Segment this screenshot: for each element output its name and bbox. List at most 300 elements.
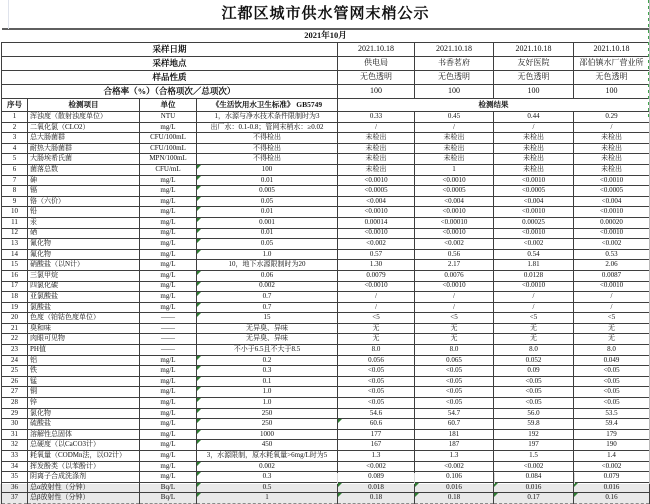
row-result: 0.54: [494, 249, 574, 260]
row-result: <0.0005: [338, 186, 415, 197]
row-item: 氯化物: [28, 408, 140, 419]
row-standard: 0.3: [197, 472, 338, 483]
row-no: 12: [2, 228, 28, 239]
row-result: 未检出: [338, 164, 415, 175]
row-unit: ——: [140, 334, 197, 345]
row-result: <5: [415, 313, 494, 324]
row-result: <0.05: [338, 387, 415, 398]
row-result: <0.05: [494, 387, 574, 398]
row-unit: mg/L: [140, 175, 197, 186]
row-no: 8: [2, 186, 28, 197]
row-result: 0.016: [574, 482, 650, 493]
row-no: 30: [2, 419, 28, 430]
row-result: 未检出: [415, 143, 494, 154]
row-no: 17: [2, 281, 28, 292]
table-row: [2, 461, 650, 472]
row-standard: 不得检出: [197, 133, 338, 144]
row-no: 29: [2, 408, 28, 419]
info-row: [2, 71, 650, 85]
row-result: 1.3: [415, 451, 494, 462]
table-row: [2, 376, 650, 387]
row-no: 16: [2, 270, 28, 281]
column-header-row: [2, 99, 650, 112]
row-unit: mg/L: [140, 461, 197, 472]
row-result: <0.0010: [574, 207, 650, 218]
col-header-unit: 单位: [140, 99, 197, 112]
row-result: <0.0010: [574, 228, 650, 239]
row-standard: 0.05: [197, 239, 338, 250]
row-no: 34: [2, 461, 28, 472]
row-result: /: [415, 292, 494, 303]
row-unit: mg/L: [140, 472, 197, 483]
row-result: /: [415, 302, 494, 313]
row-standard: 0.05: [197, 196, 338, 207]
row-unit: ——: [140, 323, 197, 334]
row-unit: CFU/100mL: [140, 143, 197, 154]
row-unit: CFU/100mL: [140, 133, 197, 144]
row-no: 3: [2, 133, 28, 144]
row-item: 砷: [28, 175, 140, 186]
col-header-no: 序号: [2, 99, 28, 112]
row-result: 59.4: [574, 419, 650, 430]
row-result: 0.106: [415, 472, 494, 483]
table-row: [2, 112, 650, 123]
table-row: [2, 334, 650, 345]
row-result: 无: [574, 334, 650, 345]
row-result: 0.45: [415, 112, 494, 123]
row-result: 8.0: [574, 345, 650, 356]
row-unit: mg/L: [140, 366, 197, 377]
row-standard: 10，地下水源限制时为20: [197, 260, 338, 271]
row-standard: 0.1: [197, 376, 338, 387]
row-standard: 0.001: [197, 217, 338, 228]
row-unit: mg/L: [140, 228, 197, 239]
gridline-below-1: [337, 473, 338, 484]
row-result: 未检出: [494, 133, 574, 144]
row-unit: Bq/L: [140, 482, 197, 493]
row-no: 2: [2, 122, 28, 133]
row-item: 铅: [28, 207, 140, 218]
row-item: 氯酸盐: [28, 302, 140, 313]
info-label: 采样地点: [2, 57, 338, 71]
table-row: [2, 164, 650, 175]
row-unit: mg/L: [140, 122, 197, 133]
row-result: 181: [415, 429, 494, 440]
row-item: 总β放射性（分钟）: [28, 493, 140, 504]
row-item: 镉: [28, 186, 140, 197]
row-result: 179: [574, 429, 650, 440]
row-result: 0.29: [574, 112, 650, 123]
row-unit: mg/L: [140, 186, 197, 197]
report-month: 2021年10月: [2, 29, 650, 43]
row-result: <5: [574, 313, 650, 324]
table-row: [2, 345, 650, 356]
page-break-line: [648, 0, 649, 120]
info-value: 100: [494, 85, 574, 99]
row-item: 溶解性总固体: [28, 429, 140, 440]
row-result: <5: [338, 313, 415, 324]
row-unit: mg/L: [140, 419, 197, 430]
gridline-below-4: [574, 473, 575, 484]
row-result: 54.6: [338, 408, 415, 419]
table-row: [2, 186, 650, 197]
row-unit: mg/L: [140, 376, 197, 387]
table-row: [2, 482, 650, 493]
row-result: <0.05: [338, 376, 415, 387]
row-no: 21: [2, 323, 28, 334]
row-result: 167: [338, 440, 415, 451]
row-unit: mg/L: [140, 408, 197, 419]
row-result: <0.004: [338, 196, 415, 207]
row-standard: 250: [197, 419, 338, 430]
row-item: 肉眼可见物: [28, 334, 140, 345]
info-value: 无色透明: [574, 71, 650, 85]
row-result: /: [338, 292, 415, 303]
info-value: 2021.10.18: [574, 43, 650, 57]
row-standard: 0.005: [197, 186, 338, 197]
table-row: [2, 239, 650, 250]
row-unit: ——: [140, 345, 197, 356]
row-result: 0.00020: [574, 217, 650, 228]
row-result: <0.05: [415, 398, 494, 409]
info-value: 100: [415, 85, 494, 99]
row-no: 37: [2, 493, 28, 504]
info-label: 样品性质: [2, 71, 338, 85]
row-result: 0.089: [338, 472, 415, 483]
row-item: 四氯化碳: [28, 281, 140, 292]
row-result: <0.05: [574, 398, 650, 409]
row-result: <0.0010: [494, 228, 574, 239]
row-unit: NTU: [140, 112, 197, 123]
gridline-below-2: [414, 473, 415, 484]
table-row: [2, 217, 650, 228]
row-result: 8.0: [494, 345, 574, 356]
row-result: <0.002: [338, 461, 415, 472]
row-result: 0.0128: [494, 270, 574, 281]
info-value: 2021.10.18: [415, 43, 494, 57]
row-standard: 1.0: [197, 249, 338, 260]
table-row: [2, 175, 650, 186]
row-item: PH值: [28, 345, 140, 356]
title-row: [2, 0, 650, 29]
row-result: <0.0010: [415, 207, 494, 218]
row-standard: 250: [197, 408, 338, 419]
table-row: [2, 228, 650, 239]
row-result: <0.002: [415, 461, 494, 472]
table-row: [2, 249, 650, 260]
row-result: 0.00025: [494, 217, 574, 228]
table-row: [2, 143, 650, 154]
row-result: <0.0010: [494, 207, 574, 218]
row-standard: 出厂水：0.1-0.8；管网末梢水：≥0.02: [197, 122, 338, 133]
row-item: 汞: [28, 217, 140, 228]
table-row: [2, 122, 650, 133]
row-no: 31: [2, 429, 28, 440]
row-unit: mg/L: [140, 440, 197, 451]
row-result: 未检出: [574, 143, 650, 154]
row-result: <0.002: [494, 239, 574, 250]
row-result: 0.018: [338, 482, 415, 493]
row-no: 25: [2, 366, 28, 377]
row-result: 未检出: [494, 143, 574, 154]
info-value: 友好医院: [494, 57, 574, 71]
row-item: 二氧化氯（CLO2）: [28, 122, 140, 133]
row-standard: 不得检出: [197, 154, 338, 165]
row-result: 无: [494, 334, 574, 345]
row-no: 23: [2, 345, 28, 356]
row-result: 0.18: [415, 493, 494, 504]
row-result: 未检出: [415, 133, 494, 144]
row-no: 5: [2, 154, 28, 165]
info-value: 无色透明: [415, 71, 494, 85]
subtitle-row: [2, 29, 650, 43]
row-standard: 0.7: [197, 292, 338, 303]
table-row: [2, 387, 650, 398]
row-result: <0.0010: [338, 281, 415, 292]
table-row: [2, 313, 650, 324]
row-standard: 0.002: [197, 281, 338, 292]
row-no: 9: [2, 196, 28, 207]
row-result: 未检出: [574, 154, 650, 165]
row-standard: 1，水源与净水技术条件限制时为3: [197, 112, 338, 123]
table-row: [2, 398, 650, 409]
row-no: 26: [2, 376, 28, 387]
row-result: 未检出: [338, 133, 415, 144]
row-result: 56.0: [494, 408, 574, 419]
row-result: 0.0076: [415, 270, 494, 281]
row-no: 6: [2, 164, 28, 175]
table-row: [2, 366, 650, 377]
row-item: 总α放射性（分钟）: [28, 482, 140, 493]
row-result: 60.6: [338, 419, 415, 430]
row-no: 4: [2, 143, 28, 154]
row-result: 2.06: [574, 260, 650, 271]
row-unit: mg/L: [140, 398, 197, 409]
table-row: [2, 355, 650, 366]
table-row: [2, 270, 650, 281]
row-result: <0.05: [415, 387, 494, 398]
row-item: 锰: [28, 376, 140, 387]
row-standard: 无异臭、异味: [197, 323, 338, 334]
row-standard: 1.0: [197, 398, 338, 409]
row-unit: mg/L: [140, 451, 197, 462]
row-result: 60.7: [415, 419, 494, 430]
row-item: 硝酸盐（以N计）: [28, 260, 140, 271]
row-result: 未检出: [494, 164, 574, 175]
row-result: <0.0010: [415, 281, 494, 292]
row-result: 8.0: [338, 345, 415, 356]
row-result: <0.05: [338, 366, 415, 377]
row-result: 0.0079: [338, 270, 415, 281]
row-result: 未检出: [574, 133, 650, 144]
row-result: <0.05: [494, 398, 574, 409]
row-no: 22: [2, 334, 28, 345]
row-result: 0.056: [338, 355, 415, 366]
row-result: <0.002: [415, 239, 494, 250]
row-result: /: [494, 122, 574, 133]
row-unit: mg/L: [140, 302, 197, 313]
row-item: 亚氯酸盐: [28, 292, 140, 303]
row-result: <0.0005: [494, 186, 574, 197]
row-no: 27: [2, 387, 28, 398]
row-result: 0.0087: [574, 270, 650, 281]
row-result: <0.05: [574, 376, 650, 387]
row-result: 无: [338, 323, 415, 334]
row-result: 无: [494, 323, 574, 334]
info-value: 2021.10.18: [338, 43, 415, 57]
row-result: 0.09: [494, 366, 574, 377]
table-row: [2, 408, 650, 419]
row-result: /: [494, 302, 574, 313]
info-label: 采样日期: [2, 43, 338, 57]
info-value: 100: [574, 85, 650, 99]
row-no: 35: [2, 472, 28, 483]
row-item: 锌: [28, 398, 140, 409]
row-unit: mg/L: [140, 207, 197, 218]
gridline-title-left: [8, 0, 9, 29]
table-row: [2, 292, 650, 303]
row-result: 无: [338, 334, 415, 345]
table-row: [2, 493, 650, 504]
row-standard: 0.002: [197, 461, 338, 472]
row-standard: 0.01: [197, 228, 338, 239]
table-row: [2, 451, 650, 462]
row-result: 8.0: [415, 345, 494, 356]
row-result: 1.4: [574, 451, 650, 462]
row-result: <0.0010: [415, 175, 494, 186]
row-unit: mg/L: [140, 196, 197, 207]
row-standard: 1000: [197, 429, 338, 440]
gridline-below-3: [494, 473, 495, 484]
row-standard: 0.5: [197, 482, 338, 493]
row-unit: mg/L: [140, 217, 197, 228]
row-no: 24: [2, 355, 28, 366]
row-result: <0.05: [494, 376, 574, 387]
page-title: 江都区城市供水管网末梢公示: [2, 0, 650, 29]
row-result: 0.084: [494, 472, 574, 483]
row-unit: CFU/mL: [140, 164, 197, 175]
info-value: 100: [338, 85, 415, 99]
row-result: <0.05: [415, 366, 494, 377]
row-result: 187: [415, 440, 494, 451]
row-result: 未检出: [494, 154, 574, 165]
row-unit: mg/L: [140, 281, 197, 292]
row-result: 0.17: [494, 493, 574, 504]
row-item: 铝: [28, 355, 140, 366]
row-result: 197: [494, 440, 574, 451]
table-row: [2, 207, 650, 218]
row-item: 菌落总数: [28, 164, 140, 175]
row-result: <0.004: [415, 196, 494, 207]
row-standard: 0.01: [197, 207, 338, 218]
row-result: <0.002: [574, 239, 650, 250]
info-value: 邵伯镇水厂营业所: [574, 57, 650, 71]
row-result: <0.002: [574, 461, 650, 472]
row-no: 13: [2, 239, 28, 250]
row-no: 18: [2, 292, 28, 303]
row-item: 铁: [28, 366, 140, 377]
table-row: [2, 302, 650, 313]
row-item: 总大肠菌群: [28, 133, 140, 144]
row-result: <0.05: [338, 398, 415, 409]
table-row: [2, 440, 650, 451]
row-result: 1.5: [494, 451, 574, 462]
notice-table: [1, 0, 650, 504]
row-unit: mg/L: [140, 429, 197, 440]
info-label: 合格率（%）（合格项次／总项次）: [2, 85, 338, 99]
row-result: <0.0010: [574, 281, 650, 292]
row-standard: 3，水源限制，原水耗氧量>6mg/L时为5: [197, 451, 338, 462]
row-result: 未检出: [574, 164, 650, 175]
row-no: 19: [2, 302, 28, 313]
row-standard: 不得检出: [197, 143, 338, 154]
row-unit: mg/L: [140, 292, 197, 303]
row-standard: 0.06: [197, 270, 338, 281]
row-result: 0.052: [494, 355, 574, 366]
row-item: 色度（铂钴色度单位）: [28, 313, 140, 324]
row-result: 177: [338, 429, 415, 440]
row-item: 三氯甲烷: [28, 270, 140, 281]
info-value: 2021.10.18: [494, 43, 574, 57]
row-standard: 0.7: [197, 302, 338, 313]
row-result: <0.0005: [415, 186, 494, 197]
row-result: 0.049: [574, 355, 650, 366]
row-result: <0.05: [574, 387, 650, 398]
row-result: 0.016: [415, 482, 494, 493]
row-unit: MPN/100mL: [140, 154, 197, 165]
info-row: [2, 85, 650, 99]
row-no: 1: [2, 112, 28, 123]
row-no: 32: [2, 440, 28, 451]
row-item: 硒: [28, 228, 140, 239]
row-result: 0.065: [415, 355, 494, 366]
row-no: 28: [2, 398, 28, 409]
row-item: 浑浊度（散射浊度单位）: [28, 112, 140, 123]
row-result: /: [415, 122, 494, 133]
row-result: <0.0010: [338, 207, 415, 218]
row-unit: mg/L: [140, 239, 197, 250]
info-value: 无色透明: [338, 71, 415, 85]
table-row: [2, 196, 650, 207]
table-row: [2, 260, 650, 271]
row-result: 53.5: [574, 408, 650, 419]
row-result: 未检出: [338, 143, 415, 154]
info-value: 书香茗府: [415, 57, 494, 71]
row-no: 7: [2, 175, 28, 186]
col-header-result: 检测结果: [338, 99, 650, 112]
row-result: /: [338, 302, 415, 313]
row-unit: Bq/L: [140, 493, 197, 504]
row-result: 0.53: [574, 249, 650, 260]
row-result: 0.016: [494, 482, 574, 493]
row-result: 0.00014: [338, 217, 415, 228]
row-result: 0.079: [574, 472, 650, 483]
row-result: 1.3: [338, 451, 415, 462]
row-item: 阴离子合成洗涤剂: [28, 472, 140, 483]
col-header-standard: 《生活饮用水卫生标准》 GB5749: [197, 99, 338, 112]
row-unit: mg/L: [140, 249, 197, 260]
row-result: 2.17: [415, 260, 494, 271]
row-result: /: [574, 122, 650, 133]
row-result: <0.002: [338, 239, 415, 250]
table-row: [2, 133, 650, 144]
row-result: /: [338, 122, 415, 133]
table-row: [2, 323, 650, 334]
row-standard: 0.3: [197, 366, 338, 377]
info-value: 供电局: [338, 57, 415, 71]
row-unit: mg/L: [140, 270, 197, 281]
row-item: 铜: [28, 387, 140, 398]
